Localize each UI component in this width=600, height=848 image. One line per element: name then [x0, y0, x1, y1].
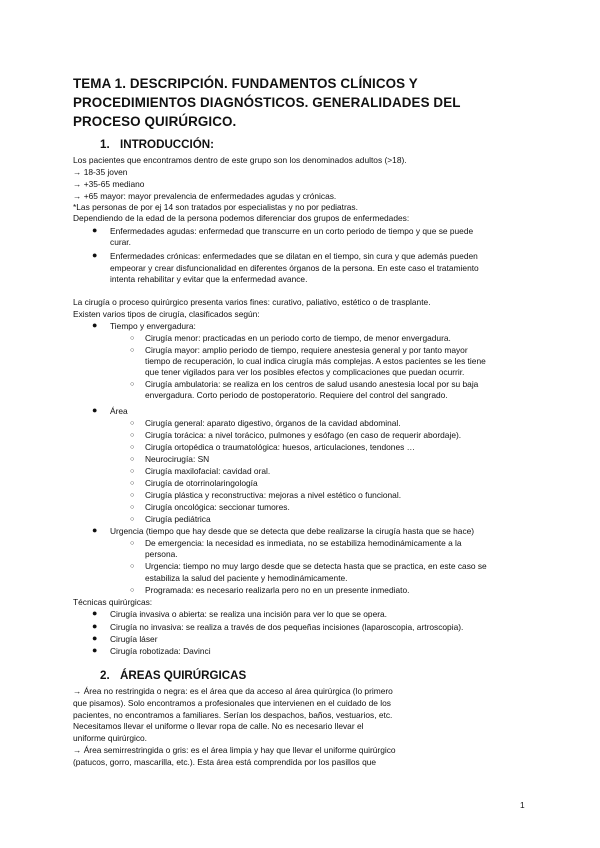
list-item: → 18-35 joven [73, 167, 128, 177]
list-item: Cirugía robotizada: Davinci [110, 646, 211, 656]
paragraph-line: → Área no restringida o negra: es el área que da acceso al área quirúrgica (lo primero [73, 686, 393, 696]
paragraph-line: que pisamos). Solo encontramos a profesionales que intervienen en el cuidado de los [73, 698, 391, 708]
list-item: Cirugía general: aparato digestivo, órganos de la cavidad abdominal. [145, 418, 401, 428]
paragraph: Los pacientes que encontramos dentro de este grupo son los denominados adultos (>18). [73, 155, 407, 165]
circle-bullet-icon: ○ [130, 347, 135, 354]
list-item: que tener vigilados para ver los posibles efectos y complicaciones que puedan ocurrir. [145, 367, 465, 377]
bullet-icon: ● [92, 250, 98, 260]
paragraph-line: uniforme quirúrgico. [73, 733, 148, 743]
paragraph-line: Necesitamos llevar el uniforme o llevar ropa de calle. No es necesario llevar el [73, 721, 364, 731]
list-item: Cirugía no invasiva: se realiza a través de dos pequeñas incisiones (laparoscopia, artroscopia). [110, 622, 464, 632]
bullet-icon: ● [92, 405, 98, 415]
list-item: Cirugía plástica y reconstructiva: mejoras a nivel estético o funcional. [145, 490, 402, 500]
circle-bullet-icon: ○ [130, 480, 135, 487]
list-item: Enfermedades crónicas: enfermedades que se dilatan en el tiempo, sin cura y que además pueden [110, 251, 478, 261]
list-item: envergadura. Corto periodo de postoperatorio. Requiere del control del sangrado. [145, 390, 448, 400]
list-item: Programada: es necesario realizarla pero no en un presente inmediato. [145, 585, 410, 595]
list-item: Cirugía invasiva o abierta: se realiza una incisión para ver lo que se opera. [110, 609, 387, 619]
paragraph: Existen varios tipos de cirugía, clasificados según: [73, 309, 260, 319]
list-item: empeorar y crear disfuncionalidad en diferentes órganos de la persona. En este caso el tratamiento [110, 263, 479, 273]
bullet-icon: ● [92, 225, 98, 235]
page-number: 1 [520, 800, 525, 810]
section-2-heading [100, 669, 246, 682]
paragraph: Dependiendo de la edad de la persona podemos diferenciar dos grupos de enfermedades: [73, 213, 410, 223]
section-title: ÁREAS QUIRÚRGICAS [120, 669, 247, 682]
list-item: estabiliza la salud del paciente y hemodinámicamente. [145, 573, 348, 583]
paragraph-line: pacientes, no encontramos a familiares. Serían los despachos, baños, vestuarios, etc. [73, 710, 393, 720]
list-item: → +65 mayor: mayor prevalencia de enfermedades agudas y crónicas. [73, 191, 337, 201]
list-item: Cirugía oncológica: seccionar tumores. [145, 502, 290, 512]
section-1-heading [100, 138, 214, 151]
list-item: curar. [110, 237, 131, 247]
circle-bullet-icon: ○ [130, 444, 135, 451]
bullet-icon: ● [92, 621, 98, 631]
circle-bullet-icon: ○ [130, 563, 135, 570]
circle-bullet-icon: ○ [130, 540, 135, 547]
bullet-icon: ● [92, 320, 98, 330]
circle-bullet-icon: ○ [130, 468, 135, 475]
list-item: Cirugía láser [110, 634, 158, 644]
list-item: Neurocirugía: SN [145, 454, 210, 464]
paragraph-line: → Área semirrestringida o gris: es el área limpia y hay que llevar el uniforme quirúrgico [73, 745, 396, 755]
bullet-icon: ● [92, 645, 98, 655]
list-item: Urgencia: tiempo no muy largo desde que se detecta hasta que se practica, en este caso se [145, 561, 487, 571]
circle-bullet-icon: ○ [130, 456, 135, 463]
circle-bullet-icon: ○ [130, 516, 135, 523]
section-number: 2. [100, 669, 110, 682]
list-item: Enfermedades agudas: enfermedad que transcurre en un corto periodo de tiempo y que se puede [110, 226, 474, 236]
list-item: Cirugía menor: practicadas en un periodo corto de tiempo, de menor envergadura. [145, 333, 451, 343]
document-title [73, 74, 543, 131]
paragraph-line: (patucos, gorro, mascarilla, etc.). Esta área está comprendida por los pasillos que [73, 757, 377, 767]
list-item: Cirugía ambulatoria: se realiza en los centros de salud usando anestesia local por su baja [145, 379, 479, 389]
title-line: TEMA 1. DESCRIPCIÓN. FUNDAMENTOS CLÍNICOS Y [73, 76, 418, 91]
bullet-icon: ● [92, 525, 98, 535]
title-line: PROCEDIMIENTOS DIAGNÓSTICOS. GENERALIDADES DEL [73, 95, 461, 110]
circle-bullet-icon: ○ [130, 381, 135, 388]
circle-bullet-icon: ○ [130, 504, 135, 511]
circle-bullet-icon: ○ [130, 335, 135, 342]
list-item: persona. [145, 549, 178, 559]
paragraph: La cirugía o proceso quirúrgico presenta varios fines: curativo, paliativo, estético o de trasplante. [73, 297, 431, 307]
list-item: Cirugía mayor: amplio periodo de tiempo, requiere anestesia general y por tanto mayor [145, 345, 468, 355]
circle-bullet-icon: ○ [130, 420, 135, 427]
circle-bullet-icon: ○ [130, 432, 135, 439]
list-item: Cirugía de otorrinolaringología [145, 478, 258, 488]
title-line: PROCESO QUIRÚRGICO. [73, 114, 237, 129]
paragraph: Técnicas quirúrgicas: [73, 597, 153, 607]
note: *Las personas de por ej 14 son tratados por especialistas y no por pediatras. [73, 202, 358, 212]
list-item: Tiempo y envergadura: [110, 321, 196, 331]
list-item: Urgencia (tiempo que hay desde que se detecta que debe realizarse la cirugía hasta que se hace) [110, 526, 475, 536]
section-title: INTRODUCCIÓN: [120, 138, 215, 151]
list-item: tiempo de recuperación, lo cual indica cirugía más complejas. A estos pacientes se les tiene [145, 356, 486, 366]
section-number: 1. [100, 138, 110, 151]
list-item: intenta rehabilitar y evitar que la enfermedad avance. [110, 274, 308, 284]
list-item: Cirugía torácica: a nivel torácico, pulmones y esófago (en caso de requerir abordaje). [145, 430, 462, 440]
list-item: → +35-65 mediano [73, 179, 145, 189]
circle-bullet-icon: ○ [130, 492, 135, 499]
list-item: Cirugía ortopédica o traumatológica: huesos, articulaciones, tendones … [145, 442, 416, 452]
circle-bullet-icon: ○ [130, 587, 135, 594]
list-item: De emergencia: la necesidad es inmediata, no se estabiliza hemodinámicamente a la [145, 538, 462, 548]
list-item: Cirugía pediátrica [145, 514, 211, 524]
bullet-icon: ● [92, 633, 98, 643]
list-item: Cirugía maxilofacial: cavidad oral. [145, 466, 271, 476]
list-item: Área [110, 406, 128, 416]
bullet-icon: ● [92, 608, 98, 618]
